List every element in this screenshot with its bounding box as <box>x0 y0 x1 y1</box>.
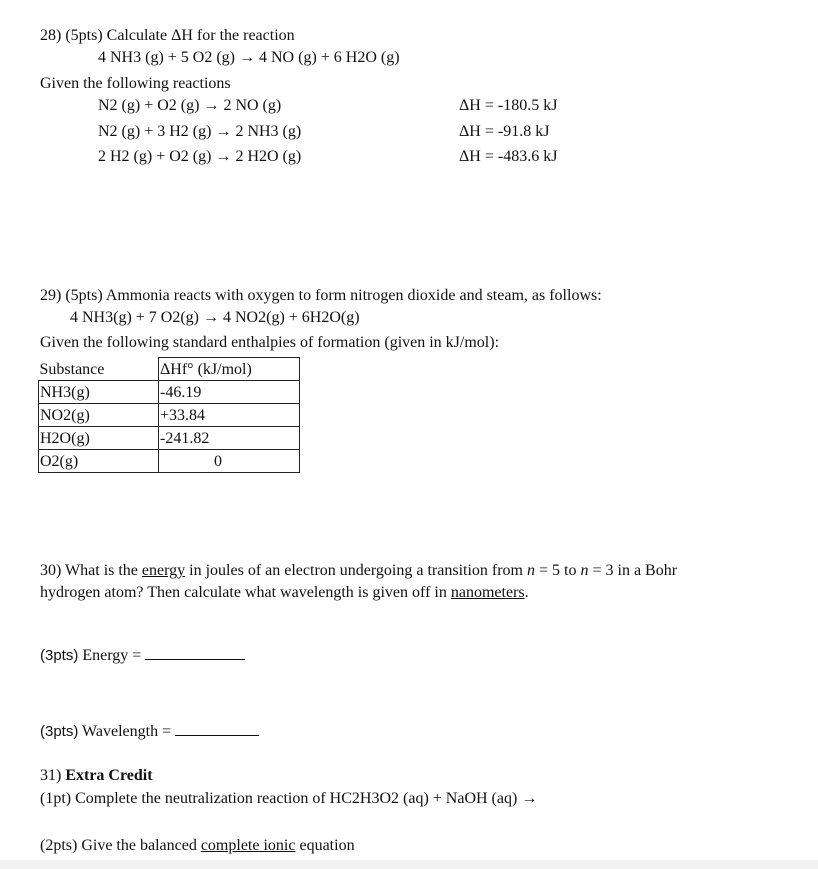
table-row <box>39 404 300 427</box>
q30-text: 30) What is the <box>40 562 142 579</box>
q28-given-dh-1: ΔH = -180.5 kJ <box>459 97 558 114</box>
energy-answer-line <box>40 645 245 666</box>
q31-heading <box>40 766 153 786</box>
q28-given-reaction-3: 2 H2 (g) + O2 (g) → 2 H2O (g) <box>98 148 302 165</box>
table-cell-substance: NO2(g) <box>39 404 159 427</box>
q31-part-1: (1pt) Complete the neutralization reaction of HC2H3O2 (aq) + NaOH (aq) → <box>40 790 538 807</box>
q30-text: in joules of an electron undergoing a transition from <box>185 562 527 579</box>
wavelength-answer-blank[interactable] <box>175 721 259 736</box>
q28-given-dh-3: ΔH = -483.6 kJ <box>459 148 558 165</box>
table-header-enthalpy: ΔHf° (kJ/mol) <box>159 358 300 381</box>
q28-given-reaction-1: N2 (g) + O2 (g) → 2 NO (g) <box>98 97 282 114</box>
table-cell-value: 0 <box>159 450 300 473</box>
energy-answer-blank[interactable] <box>145 645 245 660</box>
q31-extra-credit: Extra Credit <box>65 767 153 784</box>
q30-n-symbol: n <box>527 562 535 579</box>
table-cell-substance: NH3(g) <box>39 381 159 404</box>
q30-n-symbol: n <box>580 562 589 579</box>
q31-complete-ionic: complete ionic <box>200 837 296 854</box>
q30-line-1 <box>40 561 677 581</box>
q31-part-2 <box>40 836 355 856</box>
q29-heading: 29) (5pts) Ammonia reacts with oxygen to form nitrogen dioxide and steam, as follows: <box>40 287 602 304</box>
q28-given-dh-2: ΔH = -91.8 kJ <box>459 123 550 140</box>
q30-text: . <box>524 584 529 601</box>
wavelength-points: (3pts) <box>40 723 79 740</box>
wavelength-answer-line <box>40 721 259 742</box>
table-row <box>39 450 300 473</box>
q28-target-reaction: 4 NH3 (g) + 5 O2 (g) → 4 NO (g) + 6 H2O (g) <box>98 49 400 66</box>
q30-nanometers-word: nanometers <box>450 584 525 601</box>
q30-energy-word: energy <box>141 562 186 579</box>
q30-text: hydrogen atom? Then calculate what wavelength is given off in <box>40 584 451 601</box>
q28-given-label: Given the following reactions <box>40 75 231 92</box>
energy-label: Energy = <box>78 647 146 664</box>
enthalpy-table <box>38 357 300 473</box>
table-header-row <box>39 358 300 381</box>
q28-heading: 28) (5pts) Calculate ΔH for the reaction <box>40 27 295 44</box>
q30-text: = 5 to <box>535 562 581 579</box>
table-cell-substance: O2(g) <box>39 450 159 473</box>
q31-text: (2pts) Give the balanced <box>40 837 201 854</box>
q30-line-2 <box>40 583 529 603</box>
page-bottom-band <box>0 860 818 869</box>
wavelength-label: Wavelength = <box>78 723 176 740</box>
q28-given-reaction-2: N2 (g) + 3 H2 (g) → 2 NH3 (g) <box>98 123 302 140</box>
table-row <box>39 381 300 404</box>
table-row <box>39 427 300 450</box>
table-cell-value: +33.84 <box>159 404 300 427</box>
q30-text: = 3 in a Bohr <box>588 562 678 579</box>
energy-points: (3pts) <box>40 647 79 664</box>
q29-reaction: 4 NH3(g) + 7 O2(g) → 4 NO2(g) + 6H2O(g) <box>70 309 360 326</box>
table-header-substance: Substance <box>39 358 159 381</box>
table-cell-value: -46.19 <box>159 381 300 404</box>
table-cell-value: -241.82 <box>159 427 300 450</box>
q29-given-label: Given the following standard enthalpies of formation (given in kJ/mol): <box>40 334 500 351</box>
q31-number: 31) <box>40 767 66 784</box>
table-cell-substance: H2O(g) <box>39 427 159 450</box>
q31-text: equation <box>295 837 355 854</box>
